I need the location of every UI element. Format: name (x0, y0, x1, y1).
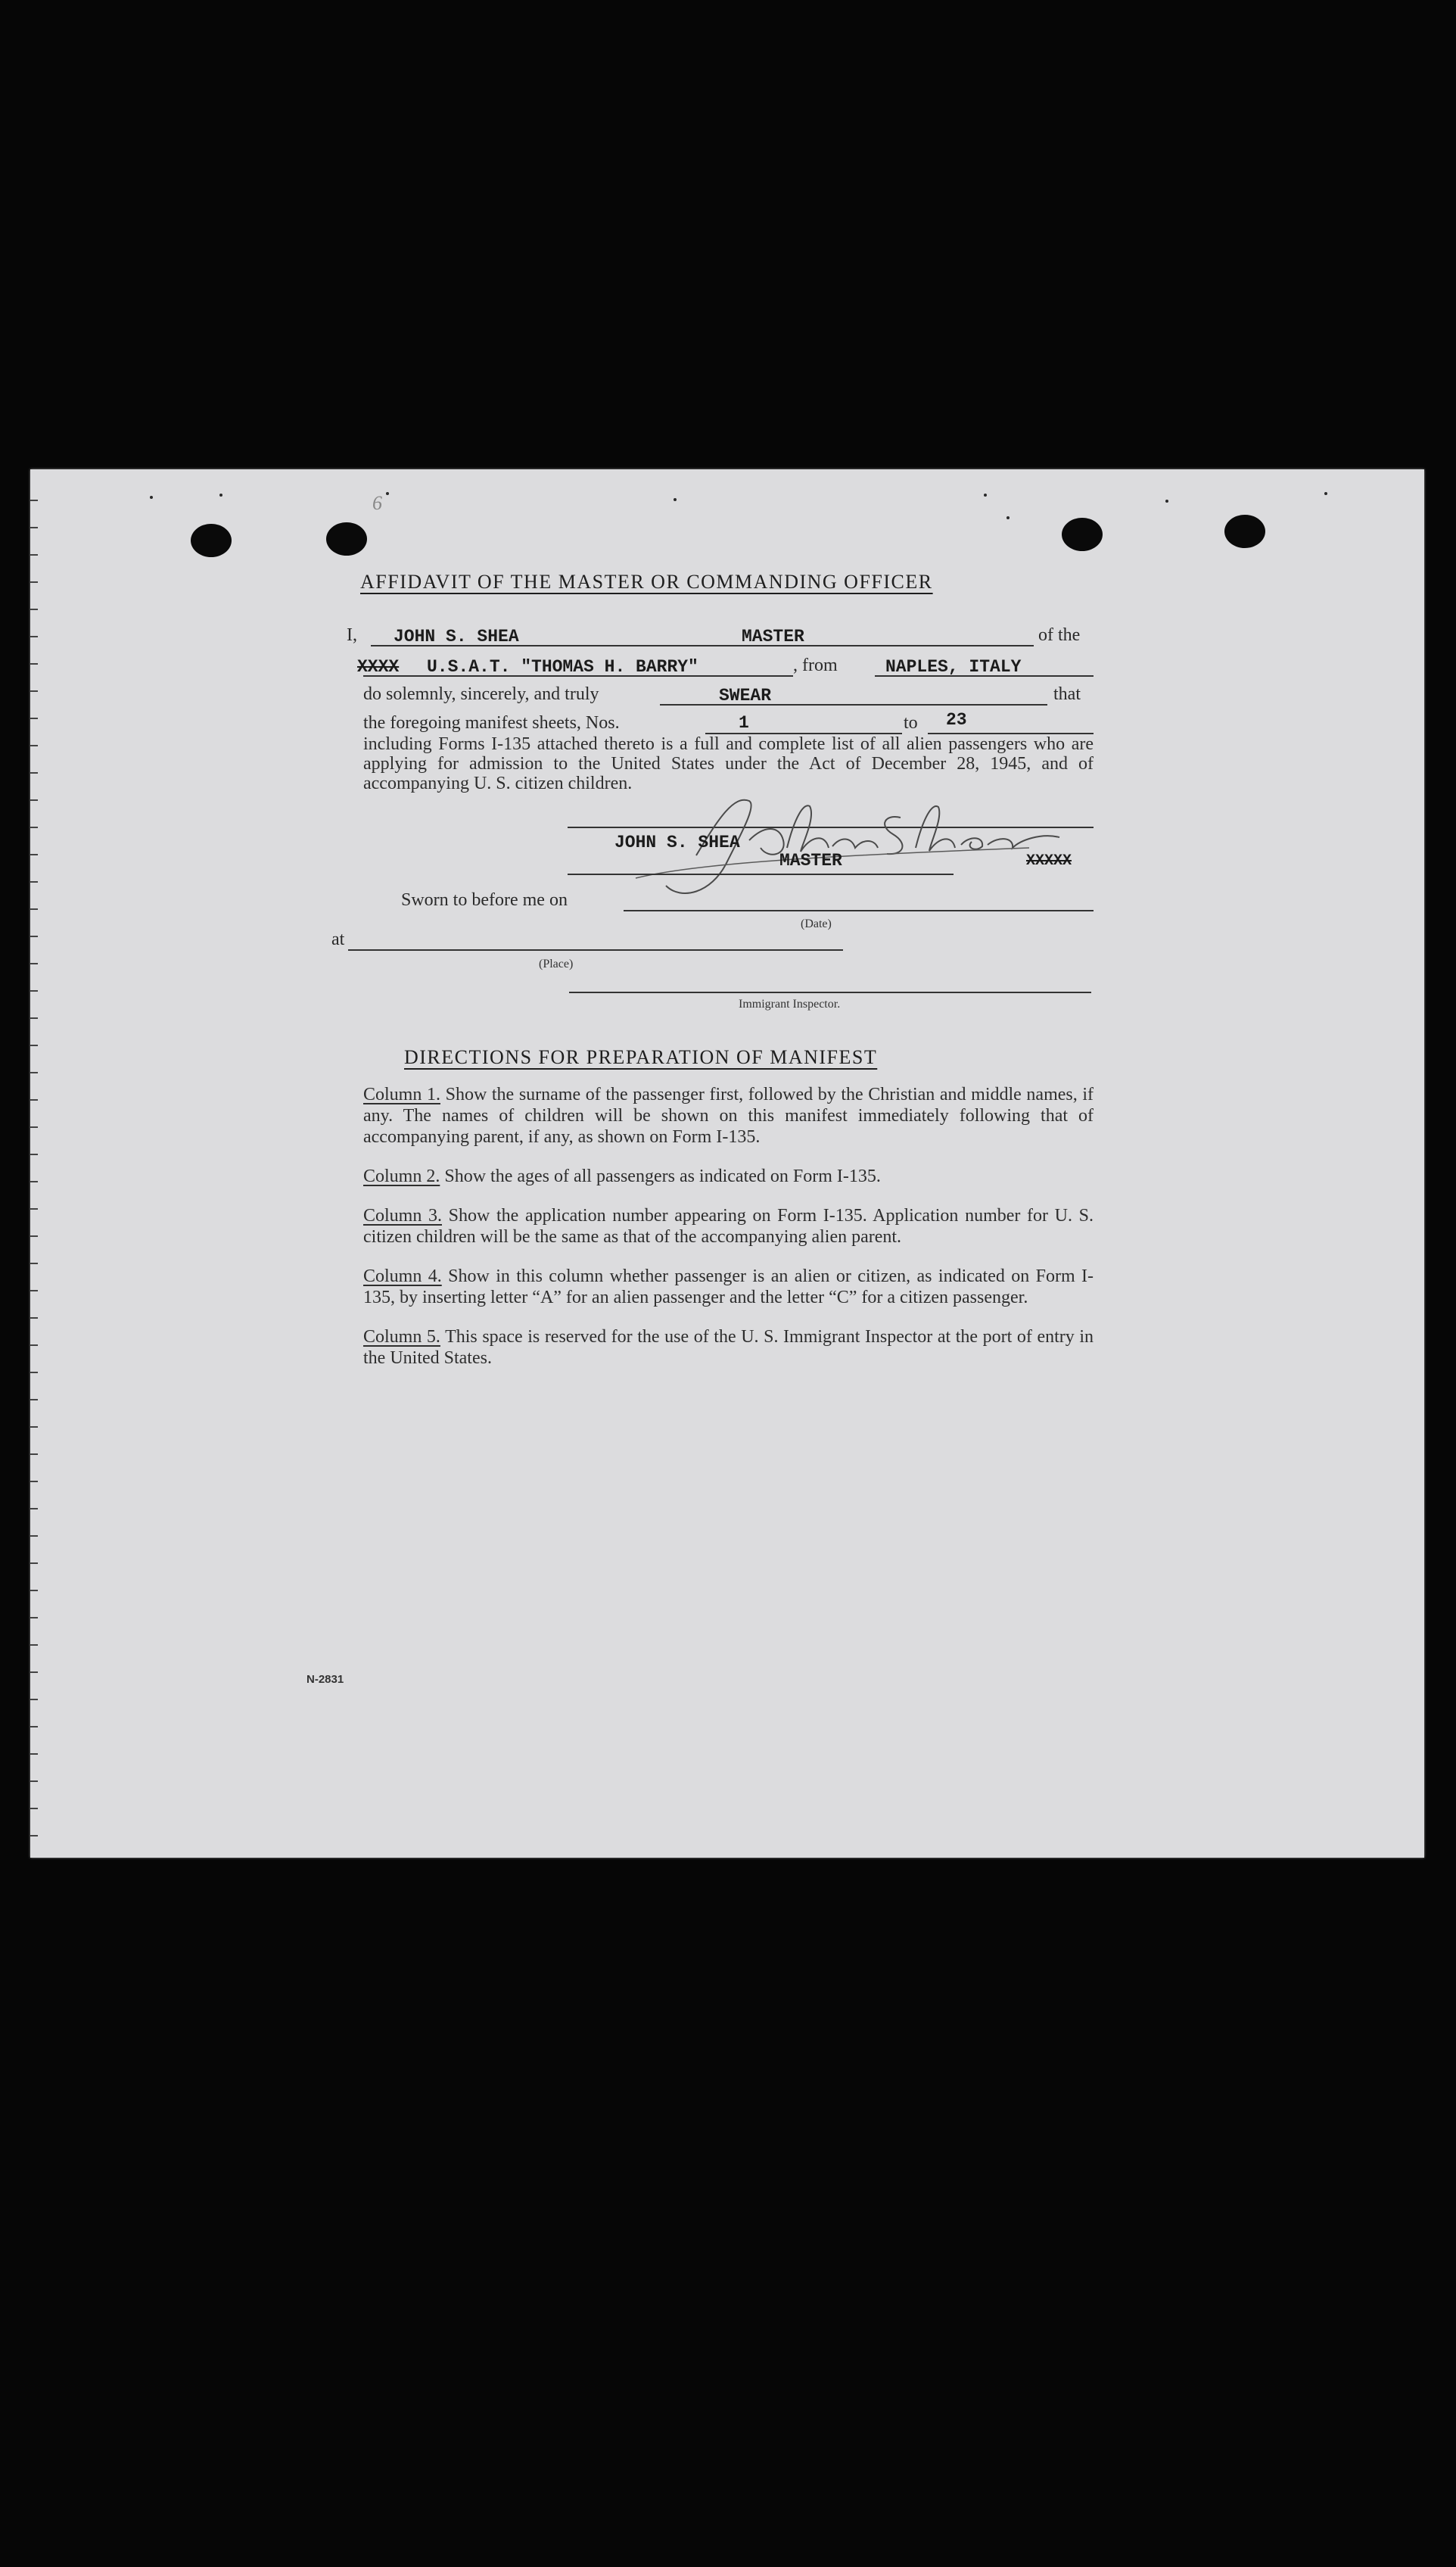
date-caption: (Date) (801, 917, 832, 930)
edge-tick (30, 1535, 38, 1537)
direction-column-head: Column 5. (363, 1327, 440, 1347)
directions-list (363, 1084, 1094, 1387)
edge-tick (30, 1372, 38, 1373)
swear-lead: do solemnly, sincerely, and truly (363, 684, 599, 704)
direction-column-head: Column 3. (363, 1206, 442, 1226)
of-the-text: of the (1038, 625, 1081, 645)
inspector-line (569, 992, 1091, 993)
from-label: , from (793, 656, 838, 675)
form-number: N-2831 (306, 1673, 344, 1686)
edge-tick (30, 1317, 38, 1319)
sheet-to: 23 (946, 710, 967, 730)
direction-item (363, 1266, 1094, 1308)
direction-text: Show the surname of the passenger first, followed by the Christian and middle names, if any. The names of children will be shown on this manifest immediately following that of accompanying parent, if any, as shown on Form I-135. (363, 1085, 1094, 1147)
inspector-caption: Immigrant Inspector. (739, 998, 841, 1011)
signature-struck-title: XXXXX (1026, 852, 1072, 870)
that-text: that (1053, 684, 1081, 704)
speck (984, 494, 987, 497)
edge-tick (30, 1671, 38, 1673)
edge-tick (30, 854, 38, 855)
edge-tick (30, 1126, 38, 1128)
edge-tick (30, 990, 38, 992)
speck (674, 498, 677, 501)
direction-item (363, 1205, 1094, 1248)
to-label: to (904, 713, 918, 733)
punch-hole (191, 524, 232, 557)
edge-tick (30, 908, 38, 910)
edge-tick (30, 772, 38, 774)
direction-column-head: Column 2. (363, 1167, 440, 1186)
punch-hole (1224, 515, 1265, 548)
edge-tick (30, 500, 38, 501)
vessel-name: U.S.A.T. "THOMAS H. BARRY" (427, 657, 698, 677)
edge-tick (30, 1726, 38, 1727)
edge-tick (30, 1154, 38, 1155)
edge-tick (30, 527, 38, 528)
punch-hole (326, 522, 367, 556)
edge-tick (30, 1808, 38, 1809)
direction-text: This space is reserved for the use of the U. S. Immigrant Inspector at the port of entry in the United States. (363, 1327, 1094, 1368)
edge-tick (30, 1426, 38, 1428)
edge-tick (30, 609, 38, 610)
affidavit-title: AFFIDAVIT OF THE MASTER OR COMMANDING OFFICER (360, 571, 933, 593)
edge-tick (30, 1235, 38, 1237)
edge-tick (30, 1644, 38, 1646)
edge-tick (30, 554, 38, 556)
speck (1006, 516, 1010, 519)
direction-text: Show the application number appearing on Form I-135. Application number for U. S. citizen children will be the same as that of the accompanying alien parent. (363, 1206, 1094, 1247)
signature-rank-line (568, 874, 954, 875)
port-name: NAPLES, ITALY (885, 657, 1022, 677)
direction-item (363, 1166, 1094, 1187)
edge-tick (30, 663, 38, 665)
edge-tick (30, 745, 38, 746)
edge-tick (30, 1045, 38, 1046)
edge-tick (30, 1099, 38, 1101)
edge-tick (30, 1780, 38, 1782)
edge-tick (30, 1699, 38, 1700)
edge-tick (30, 1290, 38, 1291)
affidavit-line-3 (363, 684, 1094, 710)
place-row (331, 930, 861, 955)
edge-tick (30, 1344, 38, 1346)
edge-tick (30, 1835, 38, 1836)
speck (1324, 492, 1327, 495)
affidavit-line-2 (357, 656, 1094, 681)
direction-text: Show the ages of all passengers as indicated on Form I-135. (444, 1167, 881, 1186)
affidavit-body: including Forms I-135 attached thereto is a full and complete list of all alien passengers who are applying for admission to the United States under the Act of December 28, 1945, and of accompanying U. S. citizen children. (363, 734, 1094, 793)
punch-hole (1062, 518, 1103, 551)
edge-tick (30, 1263, 38, 1264)
edge-tick (30, 881, 38, 883)
edge-tick (30, 1399, 38, 1400)
edge-tick (30, 1208, 38, 1210)
edge-tick (30, 936, 38, 937)
lead-text: I, (347, 625, 357, 645)
speck (150, 496, 153, 499)
place-caption: (Place) (539, 958, 574, 970)
edge-tick (30, 1562, 38, 1564)
sworn-label: Sworn to before me on (401, 890, 568, 910)
edge-tick (30, 1017, 38, 1019)
struck-vessel-type: XXXX (357, 657, 400, 677)
swear-word: SWEAR (719, 686, 772, 706)
edge-tick (30, 1181, 38, 1182)
affidavit-document (30, 469, 1424, 1858)
sheet-from: 1 (739, 713, 749, 733)
sheets-lead: the foregoing manifest sheets, Nos. (363, 713, 620, 733)
rank: MASTER (742, 627, 804, 646)
edge-tick (30, 1753, 38, 1755)
affidavit-line-1 (347, 625, 1094, 651)
edge-tick (30, 1590, 38, 1591)
at-label: at (331, 930, 345, 949)
direction-text: Show in this column whether passenger is an alien or citizen, as indicated on Form I-135, by inserting letter “A” for an alien passenger and the letter “C” for a citizen passenger. (363, 1266, 1094, 1307)
speck (219, 494, 222, 497)
edge-tick (30, 581, 38, 583)
direction-column-head: Column 1. (363, 1085, 440, 1104)
master-name: JOHN S. SHEA (394, 627, 519, 646)
signature-typed-name: JOHN S. SHEA (614, 833, 740, 852)
edge-tick (30, 1481, 38, 1482)
directions-title: DIRECTIONS FOR PREPARATION OF MANIFEST (404, 1046, 878, 1068)
edge-tick (30, 690, 38, 692)
speck (386, 492, 389, 495)
direction-item (363, 1084, 1094, 1148)
edge-tick (30, 827, 38, 828)
edge-tick (30, 636, 38, 637)
direction-column-head: Column 4. (363, 1266, 442, 1286)
edge-tick (30, 718, 38, 719)
edge-tick (30, 799, 38, 801)
edge-tick (30, 1617, 38, 1618)
edge-tick (30, 963, 38, 964)
direction-item (363, 1326, 1094, 1369)
sworn-row (363, 890, 1094, 916)
page-number: 6 (372, 492, 382, 514)
edge-tick (30, 1508, 38, 1509)
signature-rank: MASTER (779, 851, 842, 871)
edge-tick (30, 1453, 38, 1455)
speck (1165, 500, 1168, 503)
edge-tick (30, 1072, 38, 1073)
